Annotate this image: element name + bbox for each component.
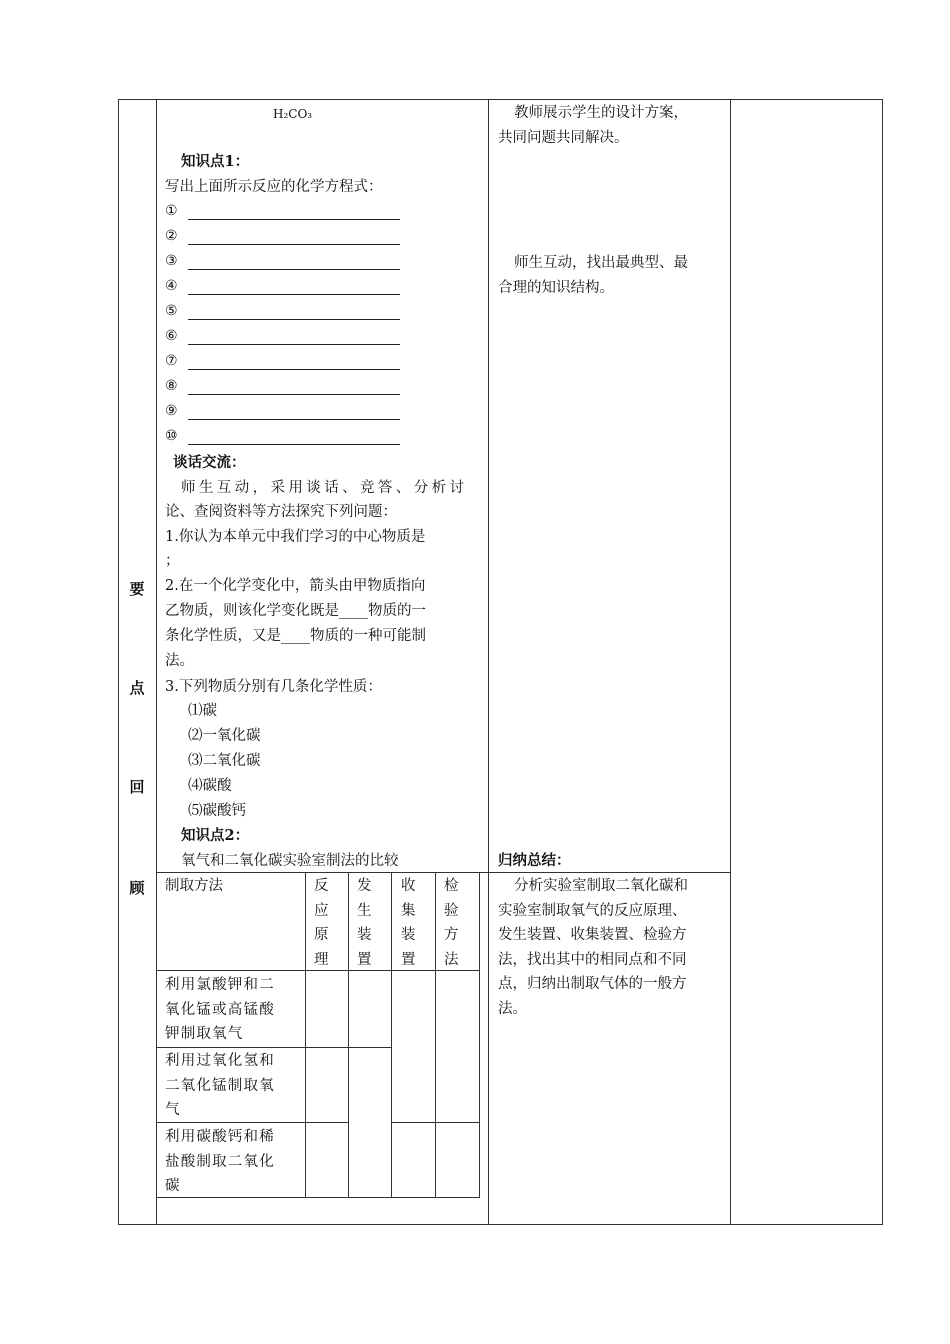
answer-line [188, 294, 400, 295]
answer-line [188, 269, 400, 270]
question-2: 2.在一个化学变化中，箭头由甲物质指向 [165, 578, 426, 594]
question-2: 条化学性质，又是____物质的一种可能制 [165, 628, 426, 644]
summary-line: 点，归纳出制取气体的一般方 [498, 976, 687, 992]
blank-number: ③ [165, 253, 178, 269]
question-1: ； [165, 553, 180, 569]
table-row-line [392, 1122, 480, 1123]
table-col-line [391, 872, 392, 1197]
answer-line [188, 319, 400, 320]
answer-line [188, 369, 400, 370]
knowledge-point-1-title: 知识点1： [181, 153, 250, 170]
blank-number: ① [165, 203, 178, 219]
answer-line [188, 419, 400, 420]
blank-number: ⑤ [165, 303, 178, 319]
teacher-activity-2: 师生互动，找出最典型、最 [514, 255, 688, 271]
side-label-char: 顾 [129, 879, 145, 897]
formula: H₂CO₃ [273, 107, 313, 121]
summary-line: 法，找出其中的相同点和不同 [498, 952, 687, 968]
blank-number: ⑨ [165, 403, 178, 419]
column-divider-1 [156, 99, 157, 1225]
question-2: 法。 [165, 653, 194, 669]
question-3: 3.下列物质分别有几条化学性质： [165, 679, 382, 695]
discussion-intro: 论、查阅资料等方法探究下列问题： [165, 504, 397, 520]
column-divider-2 [488, 99, 489, 1225]
table-col-line [479, 872, 480, 1197]
table-col-header-collection: 收 集 装 置 [401, 878, 416, 968]
answer-line [188, 444, 400, 445]
substance-item: ⑵一氧化碳 [188, 728, 261, 744]
blank-number: ⑥ [165, 328, 178, 344]
table-col-line [435, 872, 436, 1197]
question-2: 乙物质，则该化学变化既是____物质的一 [165, 603, 426, 619]
side-label-char: 回 [129, 778, 145, 796]
summary-title: 归纳总结： [498, 852, 571, 869]
side-label-char: 要 [129, 580, 145, 598]
answer-line [188, 394, 400, 395]
column-divider-3 [730, 99, 731, 1225]
answer-line [188, 244, 400, 245]
substance-item: ⑴碳 [188, 703, 217, 719]
question-1: 1.你认为本单元中我们学习的中心物质是 [165, 529, 426, 545]
table-method-header: 制取方法 [165, 878, 223, 894]
summary-line: 法。 [498, 1001, 527, 1017]
summary-line: 分析实验室制取二氧化碳和 [514, 878, 688, 894]
blank-number: ② [165, 228, 178, 244]
substance-item: ⑸碳酸钙 [188, 803, 246, 819]
blank-number: ⑧ [165, 378, 178, 394]
discussion-intro: 师生互动，采用谈话、竞答、分析讨 [181, 480, 468, 496]
substance-item: ⑷碳酸 [188, 778, 232, 794]
teacher-activity-2: 合理的知识结构。 [498, 280, 614, 296]
kp1-instruction: 写出上面所示反应的化学方程式： [165, 179, 383, 195]
blank-number: ④ [165, 278, 178, 294]
summary-line: 发生装置、收集装置、检验方 [498, 927, 687, 943]
teacher-activity-1: 共同问题共同解决。 [498, 130, 629, 146]
answer-line [188, 344, 400, 345]
table-col-header-apparatus: 发 生 装 置 [357, 878, 372, 968]
blank-number: ⑩ [165, 428, 178, 444]
kp2-subtitle: 氧气和二氧化碳实验室制法的比较 [181, 853, 399, 869]
table-col-header-reaction: 反 应 原 理 [314, 878, 329, 968]
table-col-line [305, 872, 306, 1197]
table-row-method: 利用碳酸钙和稀 盐酸制取二氧化 碳 [165, 1129, 275, 1194]
table-row-method: 利用氯酸钾和二 氧化锰或高锰酸 钾制取氧气 [165, 977, 275, 1042]
side-label-char: 点 [129, 679, 145, 697]
discussion-title: 谈话交流： [173, 454, 246, 471]
teacher-activity-1: 教师展示学生的设计方案， [514, 105, 688, 121]
blank-number: ⑦ [165, 353, 178, 369]
table-col-header-test: 检 验 方 法 [444, 878, 459, 968]
table-row-line [156, 1047, 392, 1048]
table-col-line [348, 872, 349, 1197]
row-divider [156, 872, 731, 873]
summary-line: 实验室制取氧气的反应原理、 [498, 903, 687, 919]
knowledge-point-2-title: 知识点2： [181, 827, 250, 844]
substance-item: ⑶二氧化碳 [188, 753, 261, 769]
answer-line [188, 219, 400, 220]
table-row-method: 利用过氧化氢和 二氧化锰制取氧 气 [165, 1053, 275, 1118]
